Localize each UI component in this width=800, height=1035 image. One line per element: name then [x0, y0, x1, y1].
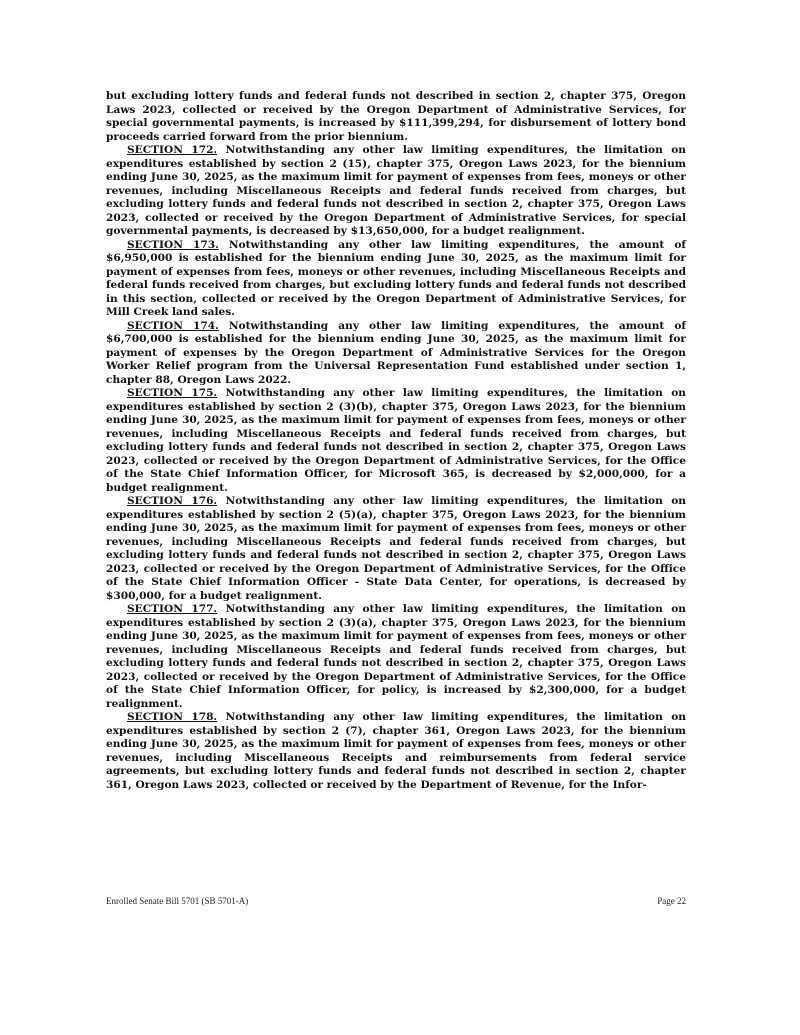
footer-bill-title: Enrolled Senate Bill 5701 (SB 5701-A): [106, 896, 249, 906]
section-172-text: Notwithstanding any other law limiting expenditures, the limitation on expenditures established by section 2 (15), chapter 375, Oregon Laws 2023, for the biennium ending June 30, 2025, as the maximum limit for payment of expenses from fees, moneys or other revenues, including Miscellaneous Receipts and federal funds received from charges, but excluding lottery funds and federal funds not described in section 2, chapter 375, Oregon Laws 2023, collected or received by the Oregon Department of Administrative Services, for special governmental payments, is decreased by $13,650,000, for a budget realignment.: [106, 144, 686, 237]
page-footer: [106, 896, 686, 906]
section-178-paragraph: [106, 711, 686, 792]
footer-page-number: Page 22: [657, 896, 686, 906]
section-175-label: SECTION 175.: [127, 387, 218, 399]
section-173-text: Notwithstanding any other law limiting expenditures, the amount of $6,950,000 is established for the biennium ending June 30, 2025, as the maximum limit for payment of expenses from fees, moneys or other revenues, including Miscellaneous Receipts and federal funds received from charges, but excluding lottery funds and federal funds not described in this section, collected or received by the Oregon Department of Administrative Services, for Mill Creek land sales.: [106, 238, 686, 318]
section-177-label: SECTION 177.: [127, 603, 218, 615]
section-173-paragraph: [106, 239, 686, 320]
section-177-paragraph: [106, 603, 686, 711]
section-174-label: SECTION 174.: [127, 319, 219, 332]
section-174-paragraph: [106, 320, 686, 388]
section-172-paragraph: [106, 144, 686, 239]
section-176-paragraph: [106, 495, 686, 603]
section-175-text: Notwithstanding any other law limiting expenditures, the limitation on expenditures established by section 2 (3)(b), chapter 375, Oregon Laws 2023, for the biennium ending June 30, 2025, as the maximum limit for payment of expenses from fees, moneys or other revenues, including Miscellaneous Receipts and federal funds received from charges, but excluding lottery funds and federal funds not described in section 2, chapter 375, Oregon Laws 2023, collected or received by the Oregon Department of Administrative Services, for the Office of the State Chief Information Officer, for Microsoft 365, is decreased by $2,000,000, for a budget realignment.: [106, 387, 686, 494]
section-178-label: SECTION 178.: [127, 711, 218, 723]
section-178-text: Notwithstanding any other law limiting expenditures, the limitation on expenditures established by section 2 (7), chapter 361, Oregon Laws 2023, for the biennium ending June 30, 2025, as the maximum limit for payment of expenses from fees, moneys or other revenues, including Miscellaneous Receipts and reimbursements from federal service agreements, but excluding lottery funds and federal funds not described in section 2, chapter 361, Oregon Laws 2023, collected or received by the Department of Revenue, for the Infor-: [106, 711, 686, 791]
section-173-label: SECTION 173.: [127, 238, 219, 251]
section-174-text: Notwithstanding any other law limiting expenditures, the amount of $6,700,000 is established for the biennium ending June 30, 2025, as the maximum limit for payment of expenses by the Oregon Department of Administrative Services for the Oregon Worker Relief program from the Universal Representation Fund established under section 1, chapter 88, Oregon Laws 2022.: [106, 319, 686, 386]
continuation-paragraph: but excluding lottery funds and federal funds not described in section 2, chapter 375, Oregon Laws 2023, collected or received by the Oregon Department of Administrative Services, for special governmental payments, is increased by $111,399,294, for disbursement of lottery bond proceeds carried forward from the prior biennium.: [106, 90, 686, 143]
section-175-paragraph: [106, 387, 686, 495]
bill-text: [106, 90, 686, 792]
section-176-text: Notwithstanding any other law limiting expenditures, the limitation on expenditures established by section 2 (5)(a), chapter 375, Oregon Laws 2023, for the biennium ending June 30, 2025, as the maximum limit for payment of expenses from fees, moneys or other revenues, including Miscellaneous Receipts and federal funds received from charges, but excluding lottery funds and federal funds not described in section 2, chapter 375, Oregon Laws 2023, collected or received by the Oregon Department of Administrative Services, for the Office of the State Chief Information Officer - State Data Center, for operations, is decreased by $300,000, for a budget realignment.: [106, 495, 686, 602]
section-177-text: Notwithstanding any other law limiting expenditures, the limitation on expenditures established by section 2 (3)(a), chapter 375, Oregon Laws 2023, for the biennium ending June 30, 2025, as the maximum limit for payment of expenses from fees, moneys or other revenues, including Miscellaneous Receipts and federal funds received from charges, but excluding lottery funds and federal funds not described in section 2, chapter 375, Oregon Laws 2023, collected or received by the Oregon Department of Administrative Services, for the Office of the State Chief Information Officer, for policy, is increased by $2,300,000, for a budget realignment.: [106, 603, 686, 710]
section-176-label: SECTION 176.: [127, 495, 218, 507]
section-172-label: SECTION 172.: [127, 144, 218, 156]
